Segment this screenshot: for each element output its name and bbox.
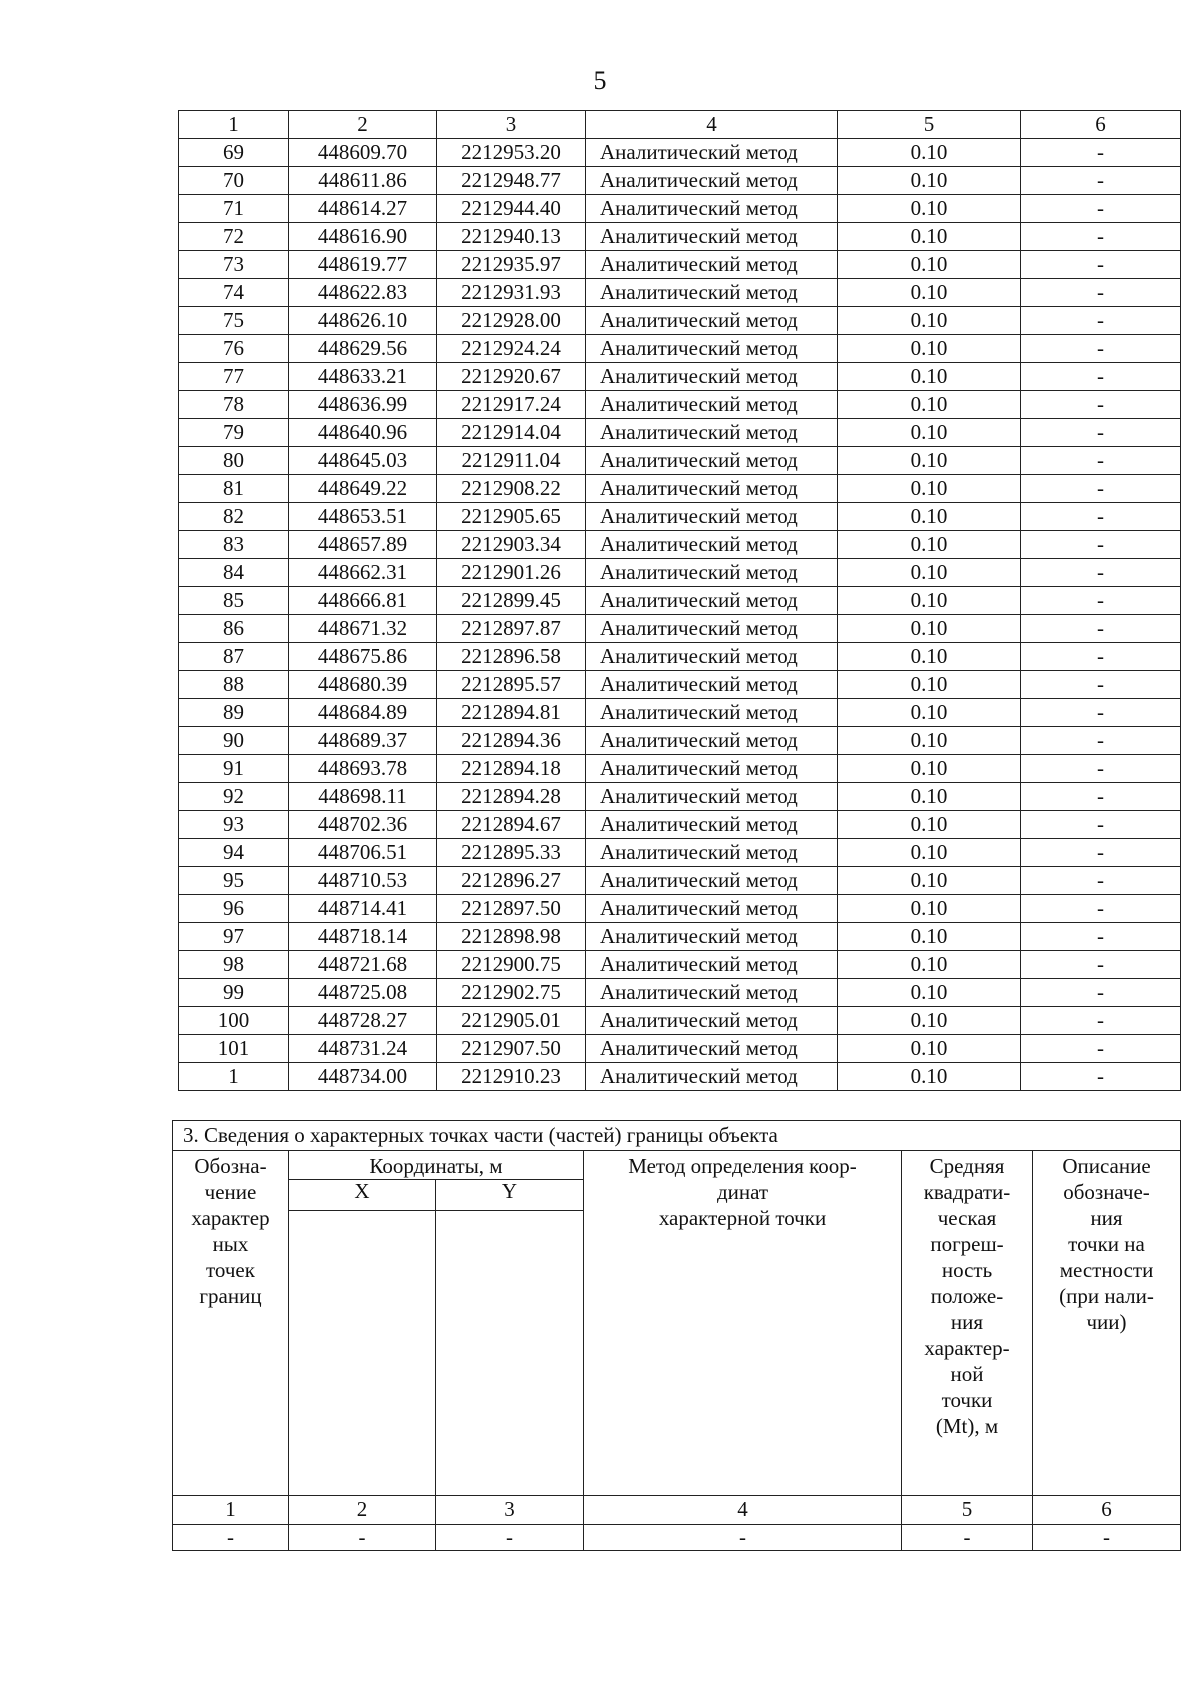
y-coordinate-cell: 2212905.65 xyxy=(437,503,586,531)
method-header xyxy=(584,1151,902,1496)
section3-number-cell: 3 xyxy=(436,1496,584,1525)
section3-data-cell: - xyxy=(436,1525,584,1551)
table-row xyxy=(179,839,1181,867)
description-cell: - xyxy=(1021,671,1181,699)
x-coordinate-cell: 448611.86 xyxy=(289,167,437,195)
mean-error-cell: 0.10 xyxy=(838,895,1021,923)
y-coordinate-cell: 2212940.13 xyxy=(437,223,586,251)
header-line: характер- xyxy=(924,1336,1010,1360)
mean-error-cell: 0.10 xyxy=(838,643,1021,671)
method-cell: Аналитический метод xyxy=(586,671,838,699)
table-row xyxy=(179,923,1181,951)
x-coordinate-cell: 448633.21 xyxy=(289,363,437,391)
y-coordinate-cell: 2212908.22 xyxy=(437,475,586,503)
method-cell: Аналитический метод xyxy=(586,503,838,531)
header-line: точки xyxy=(941,1388,993,1412)
y-coordinate-cell: 2212894.81 xyxy=(437,699,586,727)
point-number-cell: 80 xyxy=(179,447,289,475)
point-number-cell: 100 xyxy=(179,1007,289,1035)
table-row xyxy=(179,195,1181,223)
point-number-cell: 97 xyxy=(179,923,289,951)
description-cell: - xyxy=(1021,1035,1181,1063)
mean-error-cell: 0.10 xyxy=(838,223,1021,251)
method-cell: Аналитический метод xyxy=(586,727,838,755)
description-cell: - xyxy=(1021,979,1181,1007)
column-number-cell: 3 xyxy=(437,111,586,139)
section3-number-cell: 4 xyxy=(584,1496,902,1525)
description-cell: - xyxy=(1021,223,1181,251)
header-line: обозначе- xyxy=(1063,1180,1150,1204)
method-cell: Аналитический метод xyxy=(586,223,838,251)
table-row xyxy=(179,419,1181,447)
point-number-cell: 81 xyxy=(179,475,289,503)
section3-number-cell: 6 xyxy=(1033,1496,1181,1525)
table-row xyxy=(179,671,1181,699)
table-row xyxy=(179,615,1181,643)
x-coordinate-cell: 448671.32 xyxy=(289,615,437,643)
point-number-cell: 89 xyxy=(179,699,289,727)
x-coordinate-cell: 448609.70 xyxy=(289,139,437,167)
mean-error-cell: 0.10 xyxy=(838,979,1021,1007)
x-coordinate-cell: 448622.83 xyxy=(289,279,437,307)
table-row xyxy=(179,503,1181,531)
y-coordinate-cell: 2212953.20 xyxy=(437,139,586,167)
y-coordinate-cell: 2212917.24 xyxy=(437,391,586,419)
description-cell: - xyxy=(1021,1063,1181,1091)
method-cell: Аналитический метод xyxy=(586,755,838,783)
method-cell: Аналитический метод xyxy=(586,279,838,307)
column-number-cell: 5 xyxy=(838,111,1021,139)
header-line: Обозна- xyxy=(194,1154,267,1178)
table-row xyxy=(179,951,1181,979)
mean-error-cell: 0.10 xyxy=(838,615,1021,643)
table-row xyxy=(179,867,1181,895)
method-cell: Аналитический метод xyxy=(586,307,838,335)
header-line: местности xyxy=(1059,1258,1154,1282)
x-coordinate-cell: 448645.03 xyxy=(289,447,437,475)
mean-error-cell: 0.10 xyxy=(838,671,1021,699)
mean-error-cell: 0.10 xyxy=(838,867,1021,895)
description-cell: - xyxy=(1021,867,1181,895)
x-header-blank xyxy=(289,1211,436,1496)
mean-error-cell: 0.10 xyxy=(838,923,1021,951)
point-number-cell: 70 xyxy=(179,167,289,195)
description-cell: - xyxy=(1021,195,1181,223)
description-cell: - xyxy=(1021,587,1181,615)
header-line: положе- xyxy=(930,1284,1004,1308)
x-coordinate-cell: 448616.90 xyxy=(289,223,437,251)
table-row xyxy=(179,1035,1181,1063)
table-row xyxy=(179,587,1181,615)
description-cell: - xyxy=(1021,699,1181,727)
description-cell: - xyxy=(1021,475,1181,503)
x-coordinate-cell: 448662.31 xyxy=(289,559,437,587)
y-coordinate-cell: 2212948.77 xyxy=(437,167,586,195)
method-cell: Аналитический метод xyxy=(586,979,838,1007)
method-cell: Аналитический метод xyxy=(586,475,838,503)
mean-error-cell: 0.10 xyxy=(838,139,1021,167)
header-line: ной xyxy=(950,1362,984,1386)
y-coordinate-cell: 2212894.36 xyxy=(437,727,586,755)
y-header-blank xyxy=(436,1211,584,1496)
description-cell: - xyxy=(1021,447,1181,475)
point-number-cell: 74 xyxy=(179,279,289,307)
x-coordinate-cell: 448721.68 xyxy=(289,951,437,979)
coordinates-header: Координаты, м xyxy=(289,1151,584,1180)
section3-number-cell: 5 xyxy=(902,1496,1033,1525)
header-line: Средняя xyxy=(929,1154,1005,1178)
mean-error-cell: 0.10 xyxy=(838,475,1021,503)
x-coordinate-cell: 448693.78 xyxy=(289,755,437,783)
table-row xyxy=(179,559,1181,587)
method-cell: Аналитический метод xyxy=(586,531,838,559)
x-coordinate-cell: 448640.96 xyxy=(289,419,437,447)
method-cell: Аналитический метод xyxy=(586,195,838,223)
point-number-cell: 99 xyxy=(179,979,289,1007)
method-cell: Аналитический метод xyxy=(586,923,838,951)
table-row xyxy=(179,223,1181,251)
table-row xyxy=(179,699,1181,727)
description-cell: - xyxy=(1021,783,1181,811)
method-cell: Аналитический метод xyxy=(586,1007,838,1035)
point-number-cell: 71 xyxy=(179,195,289,223)
section3-table xyxy=(172,1120,1181,1551)
mean-error-cell: 0.10 xyxy=(838,587,1021,615)
section3-data-cell: - xyxy=(1033,1525,1181,1551)
table-row xyxy=(179,475,1181,503)
description-cell: - xyxy=(1021,951,1181,979)
column-number-cell: 4 xyxy=(586,111,838,139)
y-coordinate-cell: 2212894.18 xyxy=(437,755,586,783)
description-cell: - xyxy=(1021,503,1181,531)
table-row xyxy=(179,335,1181,363)
description-cell: - xyxy=(1021,307,1181,335)
y-coordinate-cell: 2212897.87 xyxy=(437,615,586,643)
header-line: ность xyxy=(941,1258,993,1282)
error-header xyxy=(902,1151,1033,1496)
description-cell: - xyxy=(1021,839,1181,867)
table-row xyxy=(179,755,1181,783)
method-cell: Аналитический метод xyxy=(586,783,838,811)
description-cell: - xyxy=(1021,811,1181,839)
point-number-cell: 73 xyxy=(179,251,289,279)
mean-error-cell: 0.10 xyxy=(838,559,1021,587)
method-cell: Аналитический метод xyxy=(586,419,838,447)
point-number-cell: 92 xyxy=(179,783,289,811)
description-cell: - xyxy=(1021,615,1181,643)
section3-data-row xyxy=(173,1525,1181,1551)
description-cell: - xyxy=(1021,139,1181,167)
header-line: ческая xyxy=(937,1206,997,1230)
table-row xyxy=(179,251,1181,279)
point-number-cell: 76 xyxy=(179,335,289,363)
header-line: (Mt), м xyxy=(935,1414,999,1438)
mean-error-cell: 0.10 xyxy=(838,1007,1021,1035)
method-cell: Аналитический метод xyxy=(586,867,838,895)
method-cell: Аналитический метод xyxy=(586,951,838,979)
description-cell: - xyxy=(1021,895,1181,923)
header-line: ния xyxy=(950,1310,984,1334)
x-coordinate-cell: 448629.56 xyxy=(289,335,437,363)
method-cell: Аналитический метод xyxy=(586,615,838,643)
x-coordinate-cell: 448728.27 xyxy=(289,1007,437,1035)
method-cell: Аналитический метод xyxy=(586,335,838,363)
x-coordinate-cell: 448653.51 xyxy=(289,503,437,531)
x-coordinate-cell: 448689.37 xyxy=(289,727,437,755)
y-coordinate-cell: 2212924.24 xyxy=(437,335,586,363)
x-coordinate-cell: 448666.81 xyxy=(289,587,437,615)
x-coordinate-cell: 448725.08 xyxy=(289,979,437,1007)
point-number-cell: 84 xyxy=(179,559,289,587)
mean-error-cell: 0.10 xyxy=(838,447,1021,475)
description-header xyxy=(1033,1151,1181,1496)
section3-data-cell: - xyxy=(173,1525,289,1551)
y-coordinate-cell: 2212897.50 xyxy=(437,895,586,923)
method-cell: Аналитический метод xyxy=(586,167,838,195)
mean-error-cell: 0.10 xyxy=(838,839,1021,867)
header-line: динат xyxy=(716,1180,769,1204)
point-number-cell: 88 xyxy=(179,671,289,699)
point-number-cell: 85 xyxy=(179,587,289,615)
method-cell: Аналитический метод xyxy=(586,139,838,167)
y-coordinate-cell: 2212901.26 xyxy=(437,559,586,587)
y-coordinate-cell: 2212899.45 xyxy=(437,587,586,615)
coordinates-table xyxy=(178,110,1181,1091)
header-line: точки на xyxy=(1068,1232,1145,1256)
point-number-cell: 91 xyxy=(179,755,289,783)
mean-error-cell: 0.10 xyxy=(838,783,1021,811)
method-cell: Аналитический метод xyxy=(586,251,838,279)
table-row xyxy=(179,447,1181,475)
method-cell: Аналитический метод xyxy=(586,447,838,475)
mean-error-cell: 0.10 xyxy=(838,279,1021,307)
column-number-cell: 2 xyxy=(289,111,437,139)
point-number-cell: 83 xyxy=(179,531,289,559)
table-row xyxy=(179,139,1181,167)
point-number-cell: 77 xyxy=(179,363,289,391)
header-line: Метод определения коор- xyxy=(628,1154,857,1178)
point-number-cell: 69 xyxy=(179,139,289,167)
method-cell: Аналитический метод xyxy=(586,587,838,615)
x-coordinate-cell: 448734.00 xyxy=(289,1063,437,1091)
table-row xyxy=(179,363,1181,391)
mean-error-cell: 0.10 xyxy=(838,951,1021,979)
x-coordinate-cell: 448684.89 xyxy=(289,699,437,727)
mean-error-cell: 0.10 xyxy=(838,363,1021,391)
mean-error-cell: 0.10 xyxy=(838,727,1021,755)
y-coordinate-cell: 2212898.98 xyxy=(437,923,586,951)
section3-data-cell: - xyxy=(584,1525,902,1551)
x-coordinate-cell: 448657.89 xyxy=(289,531,437,559)
table-row xyxy=(179,531,1181,559)
mean-error-cell: 0.10 xyxy=(838,755,1021,783)
y-coordinate-cell: 2212910.23 xyxy=(437,1063,586,1091)
y-coordinate-cell: 2212920.67 xyxy=(437,363,586,391)
description-cell: - xyxy=(1021,363,1181,391)
method-cell: Аналитический метод xyxy=(586,1063,838,1091)
y-coordinate-cell: 2212895.57 xyxy=(437,671,586,699)
method-cell: Аналитический метод xyxy=(586,391,838,419)
y-header: Y xyxy=(436,1180,584,1211)
y-coordinate-cell: 2212907.50 xyxy=(437,1035,586,1063)
header-line: (при нали- xyxy=(1059,1284,1154,1308)
y-coordinate-cell: 2212900.75 xyxy=(437,951,586,979)
x-coordinate-cell: 448680.39 xyxy=(289,671,437,699)
header-line: точек xyxy=(206,1258,255,1282)
table-row xyxy=(179,279,1181,307)
x-coordinate-cell: 448619.77 xyxy=(289,251,437,279)
x-coordinate-cell: 448702.36 xyxy=(289,811,437,839)
mean-error-cell: 0.10 xyxy=(838,1063,1021,1091)
section3-data-cell: - xyxy=(902,1525,1033,1551)
y-coordinate-cell: 2212902.75 xyxy=(437,979,586,1007)
y-coordinate-cell: 2212905.01 xyxy=(437,1007,586,1035)
y-coordinate-cell: 2212935.97 xyxy=(437,251,586,279)
point-number-cell: 79 xyxy=(179,419,289,447)
x-coordinate-cell: 448614.27 xyxy=(289,195,437,223)
x-coordinate-cell: 448636.99 xyxy=(289,391,437,419)
description-cell: - xyxy=(1021,391,1181,419)
section3-number-cell: 2 xyxy=(289,1496,436,1525)
mean-error-cell: 0.10 xyxy=(838,335,1021,363)
mean-error-cell: 0.10 xyxy=(838,1035,1021,1063)
point-number-cell: 82 xyxy=(179,503,289,531)
point-number-cell: 98 xyxy=(179,951,289,979)
description-cell: - xyxy=(1021,1007,1181,1035)
page-number: 5 xyxy=(593,66,607,95)
section3-number-cell: 1 xyxy=(173,1496,289,1525)
method-cell: Аналитический метод xyxy=(586,895,838,923)
y-coordinate-cell: 2212895.33 xyxy=(437,839,586,867)
description-cell: - xyxy=(1021,923,1181,951)
y-coordinate-cell: 2212911.04 xyxy=(437,447,586,475)
header-line: квадрати- xyxy=(923,1180,1011,1204)
method-cell: Аналитический метод xyxy=(586,699,838,727)
x-coordinate-cell: 448714.41 xyxy=(289,895,437,923)
table-row xyxy=(179,895,1181,923)
mean-error-cell: 0.10 xyxy=(838,419,1021,447)
method-cell: Аналитический метод xyxy=(586,839,838,867)
description-cell: - xyxy=(1021,559,1181,587)
point-number-cell: 93 xyxy=(179,811,289,839)
x-coordinate-cell: 448718.14 xyxy=(289,923,437,951)
x-coordinate-cell: 448710.53 xyxy=(289,867,437,895)
header-line: чение xyxy=(204,1180,257,1204)
x-coordinate-cell: 448706.51 xyxy=(289,839,437,867)
mean-error-cell: 0.10 xyxy=(838,699,1021,727)
mean-error-cell: 0.10 xyxy=(838,811,1021,839)
point-number-cell: 75 xyxy=(179,307,289,335)
method-cell: Аналитический метод xyxy=(586,811,838,839)
y-coordinate-cell: 2212903.34 xyxy=(437,531,586,559)
point-number-cell: 96 xyxy=(179,895,289,923)
table-row xyxy=(179,783,1181,811)
point-designation-header xyxy=(173,1151,289,1496)
point-number-cell: 87 xyxy=(179,643,289,671)
point-number-cell: 95 xyxy=(179,867,289,895)
point-number-cell: 72 xyxy=(179,223,289,251)
point-number-cell: 86 xyxy=(179,615,289,643)
point-number-cell: 1 xyxy=(179,1063,289,1091)
header-line: характерной точки xyxy=(658,1206,827,1230)
y-coordinate-cell: 2212896.58 xyxy=(437,643,586,671)
mean-error-cell: 0.10 xyxy=(838,503,1021,531)
y-coordinate-cell: 2212894.67 xyxy=(437,811,586,839)
table-row xyxy=(179,167,1181,195)
x-coordinate-cell: 448698.11 xyxy=(289,783,437,811)
section3-data-cell: - xyxy=(289,1525,436,1551)
y-coordinate-cell: 2212894.28 xyxy=(437,783,586,811)
header-line: Описание xyxy=(1062,1154,1151,1178)
description-cell: - xyxy=(1021,251,1181,279)
y-coordinate-cell: 2212928.00 xyxy=(437,307,586,335)
header-line: ния xyxy=(1090,1206,1123,1230)
y-coordinate-cell: 2212944.40 xyxy=(437,195,586,223)
table-row xyxy=(179,811,1181,839)
description-cell: - xyxy=(1021,335,1181,363)
description-cell: - xyxy=(1021,167,1181,195)
point-number-cell: 94 xyxy=(179,839,289,867)
mean-error-cell: 0.10 xyxy=(838,531,1021,559)
table-row xyxy=(179,1063,1181,1091)
description-cell: - xyxy=(1021,755,1181,783)
x-coordinate-cell: 448731.24 xyxy=(289,1035,437,1063)
mean-error-cell: 0.10 xyxy=(838,307,1021,335)
column-number-cell: 1 xyxy=(179,111,289,139)
y-coordinate-cell: 2212914.04 xyxy=(437,419,586,447)
table-row xyxy=(179,643,1181,671)
x-header: X xyxy=(289,1180,436,1211)
y-coordinate-cell: 2212931.93 xyxy=(437,279,586,307)
method-cell: Аналитический метод xyxy=(586,363,838,391)
point-number-cell: 101 xyxy=(179,1035,289,1063)
description-cell: - xyxy=(1021,419,1181,447)
mean-error-cell: 0.10 xyxy=(838,195,1021,223)
section3-title: 3. Сведения о характерных точках части (частей) границы объекта xyxy=(173,1121,1181,1151)
method-cell: Аналитический метод xyxy=(586,643,838,671)
header-line: чии) xyxy=(1086,1310,1127,1334)
header-line: ных xyxy=(212,1232,249,1256)
description-cell: - xyxy=(1021,727,1181,755)
header-line: погреш- xyxy=(930,1232,1004,1256)
column-number-cell: 6 xyxy=(1021,111,1181,139)
x-coordinate-cell: 448675.86 xyxy=(289,643,437,671)
table-row xyxy=(179,391,1181,419)
description-cell: - xyxy=(1021,643,1181,671)
header-line: характер xyxy=(191,1206,270,1230)
mean-error-cell: 0.10 xyxy=(838,391,1021,419)
table-row xyxy=(179,307,1181,335)
method-cell: Аналитический метод xyxy=(586,1035,838,1063)
table-row xyxy=(179,1007,1181,1035)
point-number-cell: 78 xyxy=(179,391,289,419)
column-number-row xyxy=(179,111,1181,139)
description-cell: - xyxy=(1021,279,1181,307)
y-coordinate-cell: 2212896.27 xyxy=(437,867,586,895)
header-line: границ xyxy=(199,1284,262,1308)
table-row xyxy=(179,727,1181,755)
x-coordinate-cell: 448649.22 xyxy=(289,475,437,503)
method-cell: Аналитический метод xyxy=(586,559,838,587)
table-row xyxy=(179,979,1181,1007)
x-coordinate-cell: 448626.10 xyxy=(289,307,437,335)
point-number-cell: 90 xyxy=(179,727,289,755)
mean-error-cell: 0.10 xyxy=(838,251,1021,279)
mean-error-cell: 0.10 xyxy=(838,167,1021,195)
description-cell: - xyxy=(1021,531,1181,559)
section3-number-row xyxy=(173,1496,1181,1525)
